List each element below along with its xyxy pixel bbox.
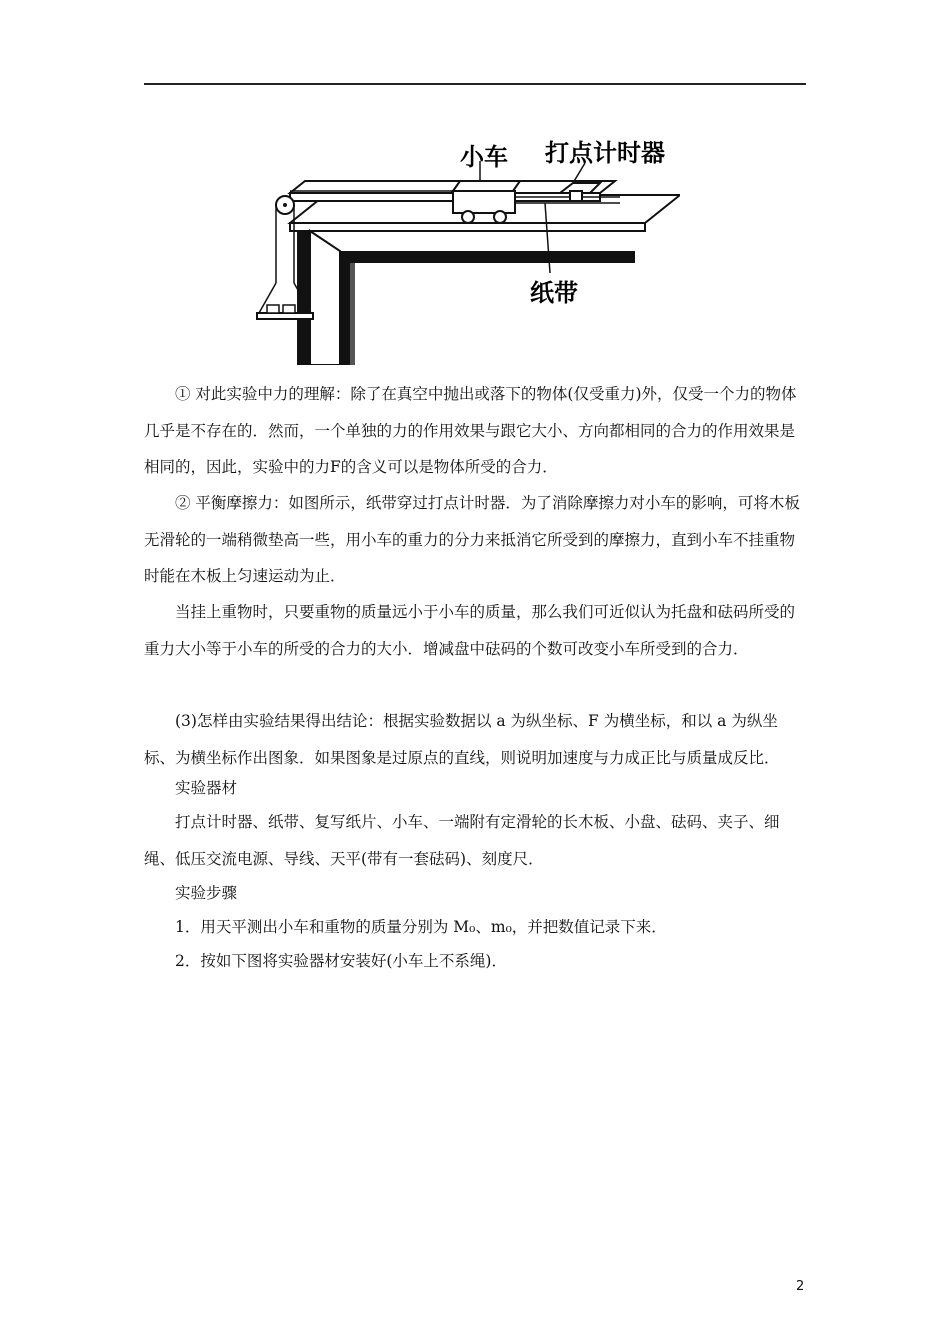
paragraph-force-understanding: ① 对此实验中力的理解：除了在真空中抛出或落下的物体(仅受重力)外，仅受一个力的物体几乎是不存在的．然而，一个单独的力的作用效果与跟它大小、方向都相同的合力的作用效果是相同的，因此，实验中的力F的含义可以是物体所受的合力． [144, 385, 797, 476]
label-tape: 纸带 [530, 279, 578, 307]
experiment-figure [255, 133, 680, 365]
heading-equipment: 实验器材 [175, 779, 238, 797]
page-number: 2 [796, 1279, 805, 1294]
header-rule [144, 83, 806, 85]
label-timer: 打点计时器 [545, 139, 665, 167]
heading-steps: 实验步骤 [175, 884, 238, 902]
paragraph-conclusion: (3)怎样由实验结果得出结论：根据实验数据以 a 为纵坐标、F 为横坐标，和以 a 为纵坐标、为横坐标作出图象．如果图象是过原点的直线，则说明加速度与力成正比与质量成反比． [144, 712, 780, 767]
paragraph-balance-friction: ② 平衡摩擦力：如图所示，纸带穿过打点计时器．为了消除摩擦力对小车的影响，可将木板无滑轮的一端稍微垫高一些，用小车的重力的分力来抵消它所受到的摩擦力，直到小车不挂重物时能在木板上匀速运动为止． [144, 494, 800, 585]
label-cart: 小车 [460, 143, 508, 171]
step-2: 2．按如下图将实验器材安装好(小车上不系绳)． [175, 952, 507, 970]
step-1: 1．用天平测出小车和重物的质量分别为 M₀、m₀，并把数值记录下来． [175, 918, 667, 936]
experiment-apparatus-diagram [255, 133, 680, 365]
paragraph-hang-weight: 当挂上重物时，只要重物的质量远小于小车的质量，那么我们可近似认为托盘和砝码所受的重力大小等于小车的所受的合力的大小．增减盘中砝码的个数可改变小车所受到的合力． [144, 603, 796, 658]
paragraph-equipment-list: 打点计时器、纸带、复写纸片、小车、一端附有定滑轮的长木板、小盘、砝码、夹子、细绳、低压交流电源、导线、天平(带有一套砝码)、刻度尺． [144, 813, 780, 868]
